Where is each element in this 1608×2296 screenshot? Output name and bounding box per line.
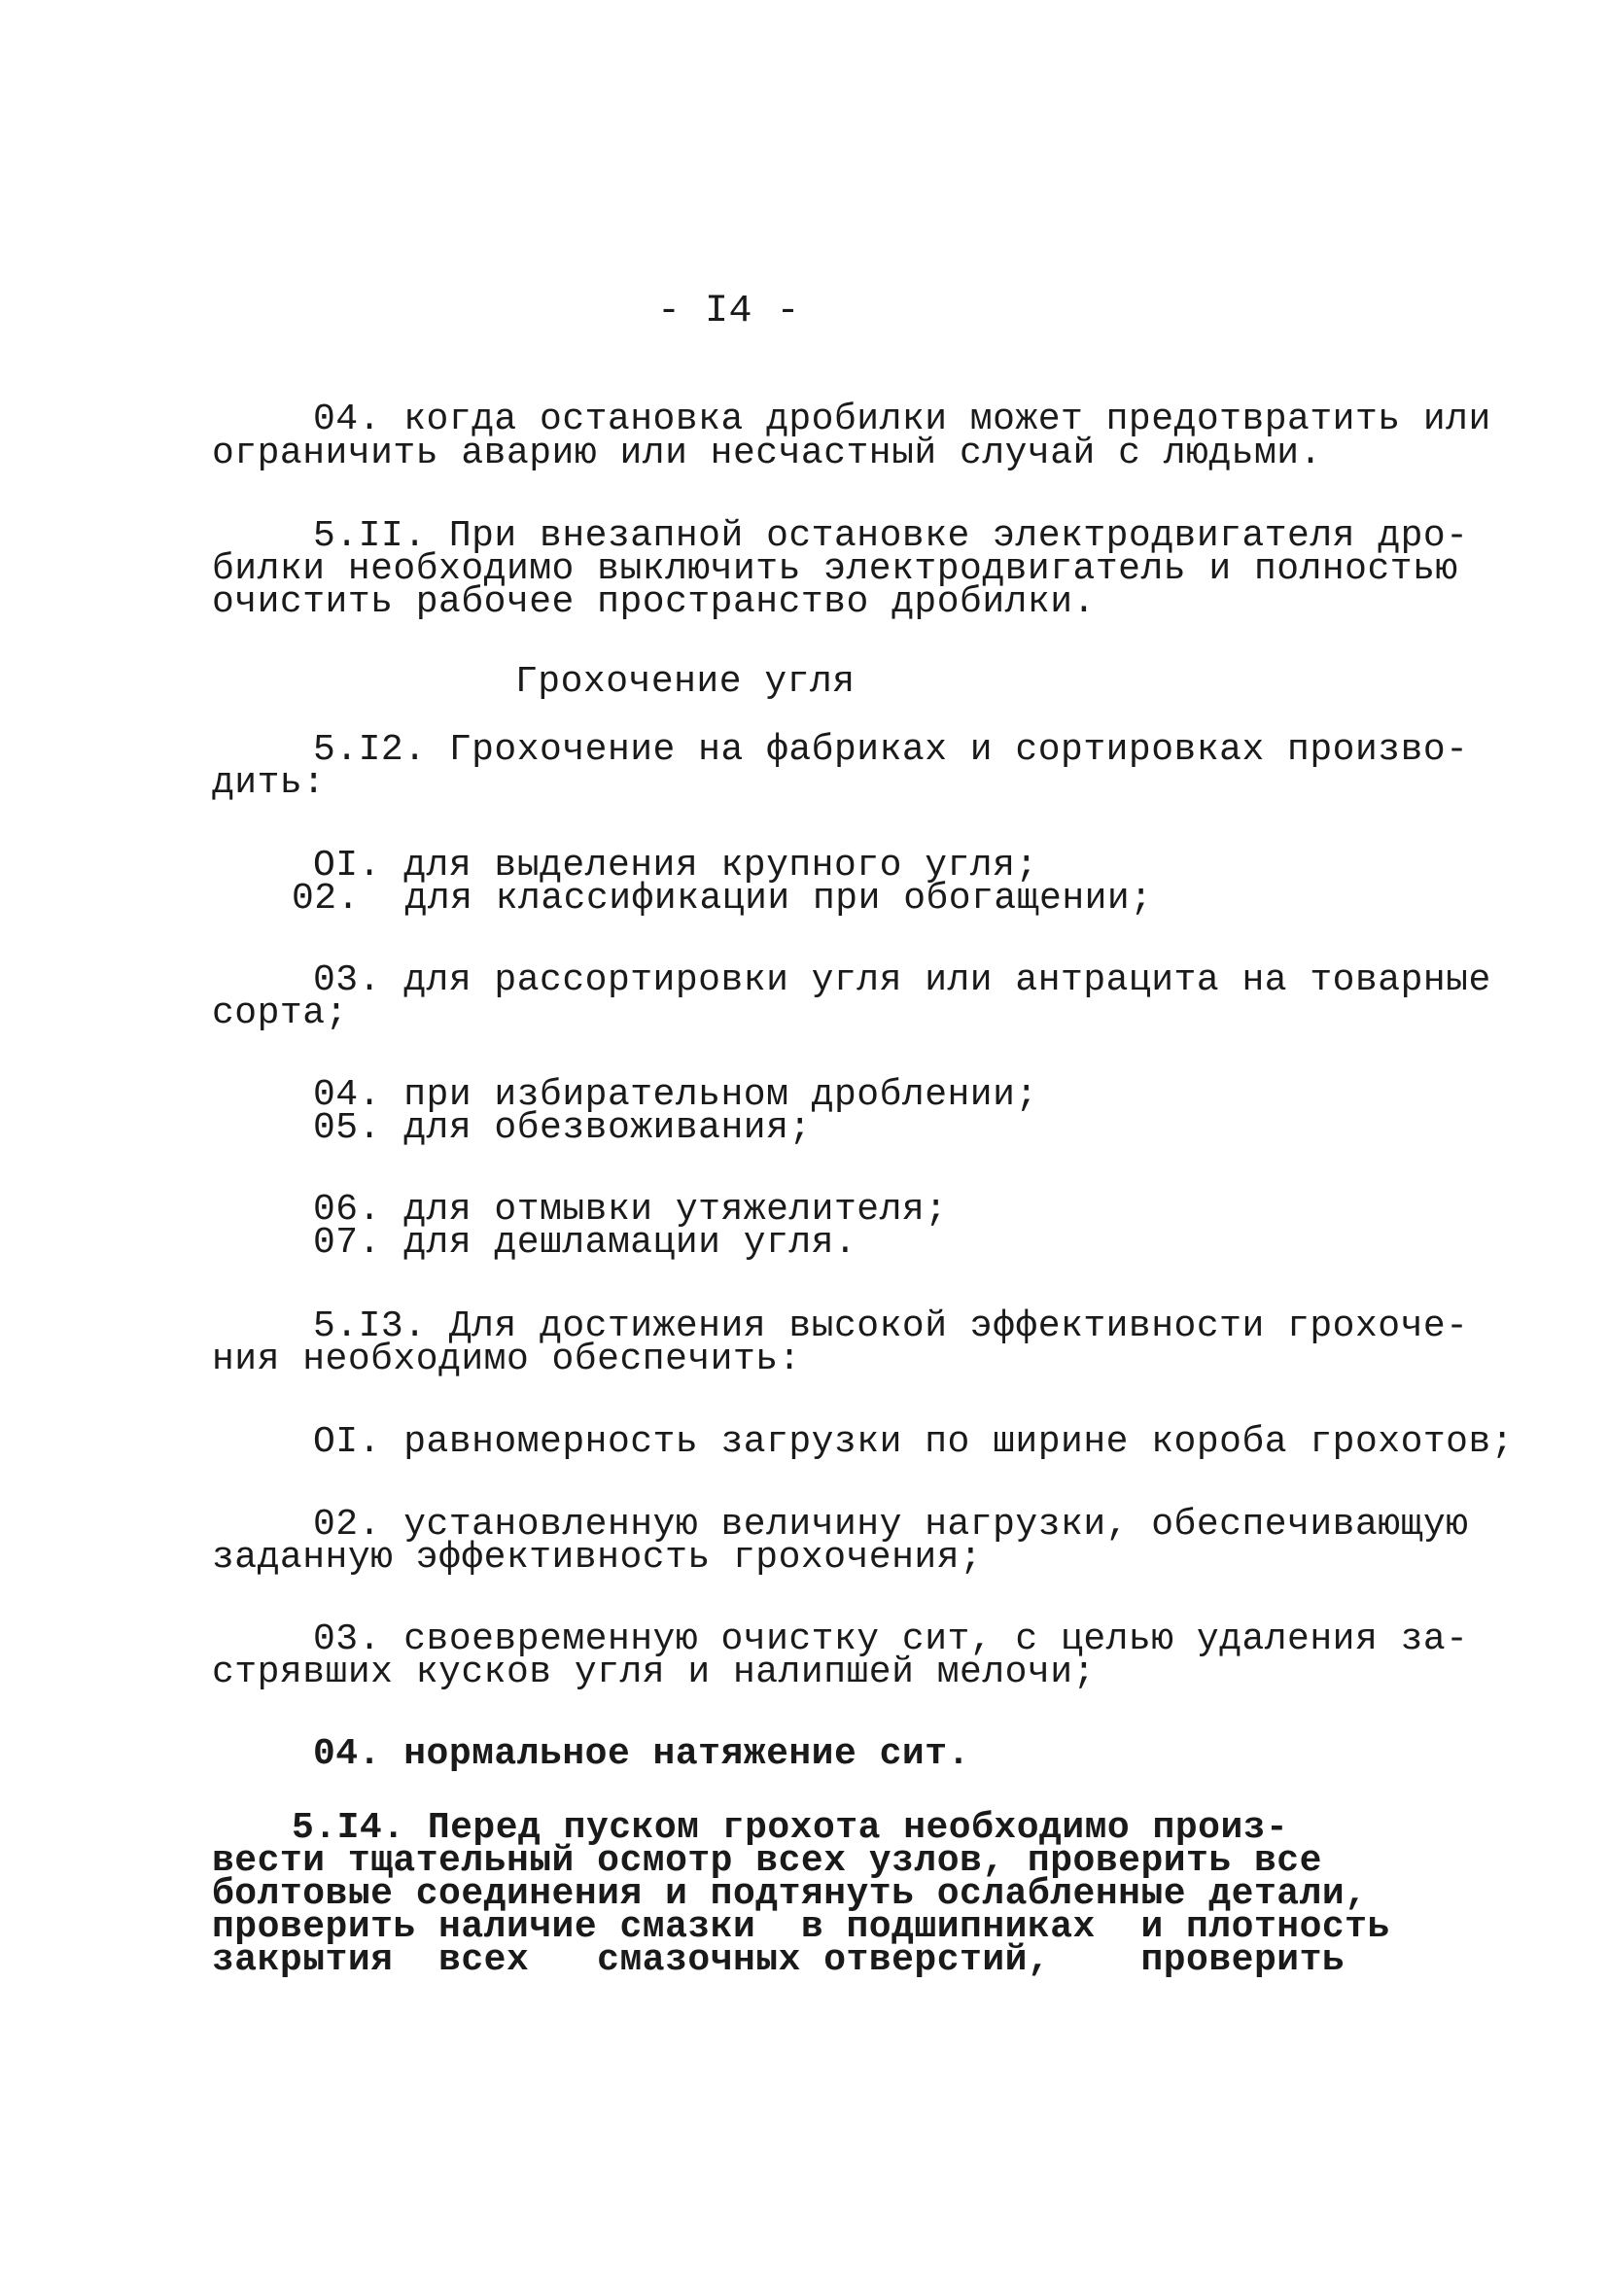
- paragraph-5-12-line-2: дить:: [212, 762, 326, 804]
- list-item-5-13-02-cont: заданную эффективность грохочения;: [212, 1537, 983, 1579]
- list-item-5-13-01: OI. равномерность загрузки по ширине короба грохотов;: [313, 1421, 1515, 1463]
- section-heading: Грохочение угля: [515, 661, 856, 703]
- list-item-5-12-01: OI. для выделения крупного угля;: [313, 845, 1038, 887]
- paragraph-5-11-line-1: 5.II. При внезапной остановке электродвигателя дро-: [313, 515, 1469, 557]
- list-item-5-13-03-cont: стрявших кусков угля и налипшей мелочи;: [212, 1652, 1096, 1693]
- paragraph-04-line-2: ограничить аварию или несчастный случай с людьми.: [212, 433, 1322, 474]
- paragraph-04-line-1: 04. когда остановка дробилки может предотвратить или: [313, 399, 1491, 440]
- list-item-5-12-02: 02. для классификации при обогащении;: [292, 878, 1153, 920]
- list-item-5-12-06: 06. для отмывки утяжелителя;: [313, 1189, 948, 1231]
- paragraph-5-11-line-3: очистить рабочее пространство дробилки.: [212, 581, 1096, 623]
- list-item-5-12-07: 07. для дешламации угля.: [313, 1222, 857, 1264]
- list-item-5-12-03: 03. для рассортировки угля или антрацита на товарные: [313, 959, 1491, 1001]
- paragraph-5-13-line-1: 5.I3. Для достижения высокой эффективности грохоче-: [313, 1305, 1469, 1347]
- paragraph-5-12-line-1: 5.I2. Грохочение на фабриках и сортировках произво-: [313, 729, 1469, 771]
- paragraph-5-14-line-2: вести тщательный осмотр всех узлов, проверить все: [212, 1840, 1322, 1882]
- list-item-5-12-04: 04. при избирательном дроблении;: [313, 1074, 1038, 1116]
- list-item-5-13-03: 03. своевременную очистку сит, с целью удаления за-: [313, 1618, 1469, 1660]
- list-item-5-12-05: 05. для обезвоживания;: [313, 1107, 812, 1149]
- paragraph-5-14-line-5: закрытия всех смазочных отверстий, проверить: [212, 1939, 1346, 1981]
- paragraph-5-14-line-1: 5.I4. Перед пуском грохота необходимо произ-: [292, 1807, 1289, 1849]
- page-number: - I4 -: [657, 290, 801, 333]
- paragraph-5-13-line-2: ния необходимо обеспечить:: [212, 1339, 801, 1380]
- paragraph-5-14-line-3: болтовые соединения и подтянуть ослабленные детали,: [212, 1873, 1368, 1915]
- list-item-5-13-02: 02. установленную величину нагрузки, обеспечивающую: [313, 1504, 1469, 1546]
- paragraph-5-14-line-4: проверить наличие смазки в подшипниках и плотность: [212, 1906, 1390, 1948]
- list-item-5-12-03-cont: сорта;: [212, 992, 348, 1034]
- paragraph-5-11-line-2: билки необходимо выключить электродвигатель и полностью: [212, 548, 1458, 590]
- list-item-5-13-04: 04. нормальное натяжение сит.: [313, 1733, 970, 1775]
